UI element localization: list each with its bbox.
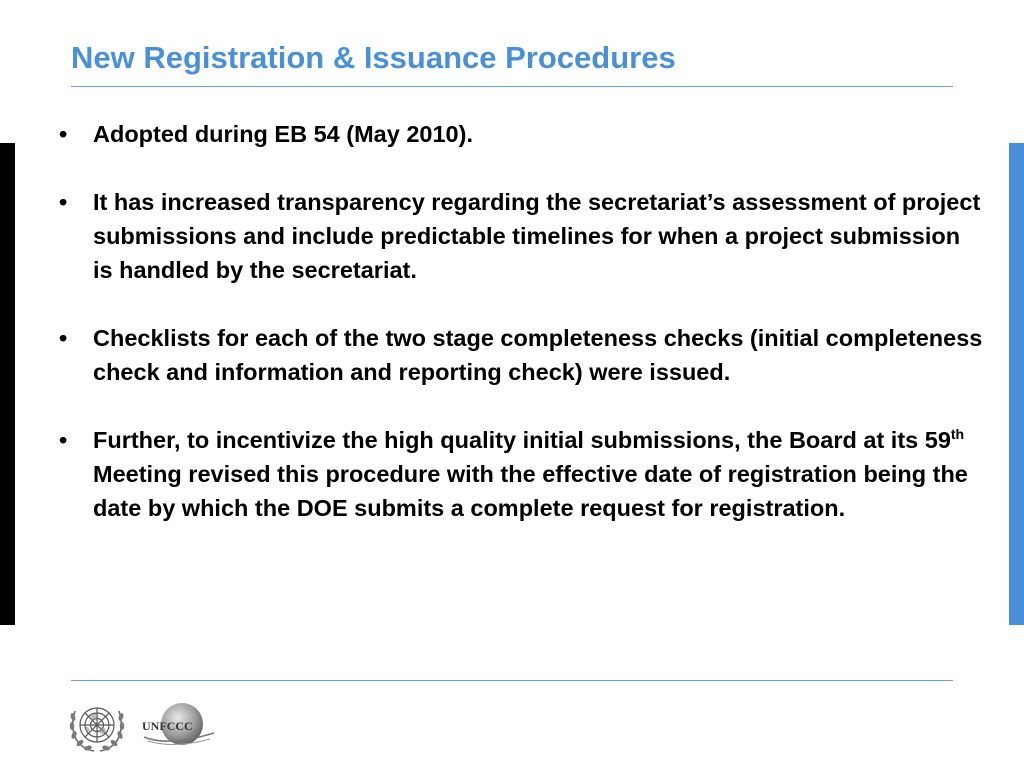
unfccc-logo-icon [138,699,218,753]
ordinal-superscript: th [950,426,965,443]
title-divider [71,86,953,87]
bullet-text: It has increased transparency regarding the secretariat’s assessment of project submissions and include predictable timelines for when a project submission is handled by the secretariat. [93,189,981,283]
unfccc-logo-text: UNFCCC [142,719,193,733]
un-emblem-icon [68,699,126,753]
footer-divider [71,680,953,681]
bullet-text-before: Further, to incentivize the high quality initial submissions, the Board at its 59 [93,427,951,453]
bullet-item [56,185,986,287]
bullet-item [56,423,986,525]
bullet-list [56,117,986,559]
slide-title: New Registration & Issuance Procedures [71,40,676,75]
bullet-item [56,321,986,389]
bullet-text: Checklists for each of the two stage completeness checks (initial completeness check and information and reporting check) were issued. [93,325,983,385]
bullet-text: Adopted during EB 54 (May 2010). [93,121,473,147]
left-accent-bar [0,143,15,625]
bullet-item [56,117,986,151]
bullet-text-after: Meeting revised this procedure with the effective date of registration being the date by which the DOE submits a complete request for registration. [93,461,968,521]
right-accent-bar [1009,143,1024,625]
